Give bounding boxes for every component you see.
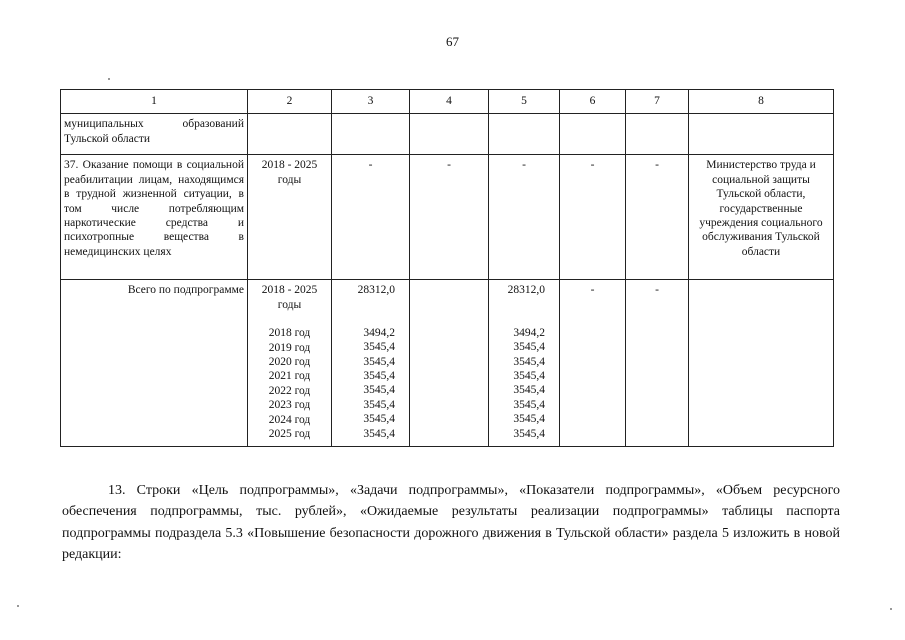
scan-speck bbox=[890, 608, 892, 610]
year-col5-value: 3545,4 bbox=[513, 370, 545, 383]
year-col5-value: 3545,4 bbox=[513, 398, 545, 411]
year-col3-value: 3545,4 bbox=[363, 427, 395, 440]
item-37-row bbox=[61, 155, 834, 280]
column-number: 3 bbox=[332, 90, 410, 114]
year-label: 2018 год bbox=[268, 327, 311, 340]
year-col5-value: 3545,4 bbox=[513, 355, 545, 368]
column-number: 8 bbox=[689, 90, 834, 114]
column-number: 2 bbox=[248, 90, 332, 114]
column-number-row bbox=[61, 90, 834, 114]
year-col5-value: 3545,4 bbox=[513, 427, 545, 440]
spacer bbox=[335, 312, 395, 326]
total-col3-value: 28312,0 bbox=[357, 284, 395, 297]
continuation-text: муниципальных образований Тульской области bbox=[61, 114, 248, 155]
empty-cell bbox=[248, 114, 332, 155]
item-37-period: 2018 - 2025 годы bbox=[248, 155, 332, 280]
continuation-row bbox=[61, 114, 834, 155]
year-col3-value: 3545,4 bbox=[363, 341, 395, 354]
year-col5-value: 3545,4 bbox=[513, 341, 545, 354]
year-label: 2025 год bbox=[268, 428, 311, 441]
item-37-col4: - bbox=[410, 155, 489, 280]
total-period-cell bbox=[248, 280, 332, 447]
total-label: Всего по подпрограмме bbox=[61, 280, 248, 447]
empty-cell bbox=[410, 114, 489, 155]
year-label: 2021 год bbox=[268, 370, 311, 383]
year-col5-value: 3494,2 bbox=[513, 326, 545, 339]
total-row bbox=[61, 280, 834, 447]
column-number: 6 bbox=[560, 90, 626, 114]
column-number: 4 bbox=[410, 90, 489, 114]
column-number: 1 bbox=[61, 90, 248, 114]
year-label: 2022 год bbox=[268, 384, 311, 397]
total-col6: - bbox=[560, 280, 626, 447]
year-col3-value: 3545,4 bbox=[363, 370, 395, 383]
year-col3-value: 3545,4 bbox=[363, 355, 395, 368]
total-col5-cell bbox=[489, 280, 560, 447]
total-period: 2018 - 2025 годы bbox=[261, 284, 318, 311]
item-37-col6: - bbox=[560, 155, 626, 280]
spacer bbox=[251, 312, 328, 326]
item-37-col5: - bbox=[489, 155, 560, 280]
empty-cell bbox=[560, 114, 626, 155]
spacer bbox=[492, 312, 545, 326]
year-col3-value: 3545,4 bbox=[363, 384, 395, 397]
year-label: 2020 год bbox=[268, 356, 311, 369]
year-label: 2023 год bbox=[268, 399, 311, 412]
year-col3-value: 3494,2 bbox=[363, 326, 395, 339]
year-label: 2019 год bbox=[268, 341, 311, 354]
year-label: 2024 год bbox=[268, 413, 311, 426]
spacer bbox=[335, 298, 395, 312]
empty-cell bbox=[410, 280, 489, 447]
empty-cell bbox=[626, 114, 689, 155]
empty-cell bbox=[489, 114, 560, 155]
year-col5-value: 3545,4 bbox=[513, 413, 545, 426]
scan-speck bbox=[108, 78, 110, 80]
total-col3-cell bbox=[332, 280, 410, 447]
year-col3-value: 3545,4 bbox=[363, 398, 395, 411]
item-37-executor: Министерство труда и социальной защиты Тульской области, государственные учреждения социального обслуживания Тульской области bbox=[689, 155, 834, 280]
subprogram-table bbox=[60, 89, 834, 447]
column-number: 7 bbox=[626, 90, 689, 114]
empty-cell bbox=[332, 114, 410, 155]
total-col7: - bbox=[626, 280, 689, 447]
item-37-col3: - bbox=[332, 155, 410, 280]
year-col5-value: 3545,4 bbox=[513, 384, 545, 397]
item-37-col7: - bbox=[626, 155, 689, 280]
total-col5-value: 28312,0 bbox=[507, 284, 545, 297]
item-37-description: 37. Оказание помощи в социальной реабилитации лицам, находящимся в трудной жизненной ситуации, в том числе потребляющим наркотические средства и психотропные вещества в немедицинских целях bbox=[61, 155, 248, 280]
empty-cell bbox=[689, 114, 834, 155]
scan-speck bbox=[17, 605, 19, 607]
column-number: 5 bbox=[489, 90, 560, 114]
year-col3-value: 3545,4 bbox=[363, 413, 395, 426]
page-number: 67 bbox=[446, 34, 459, 49]
amendment-paragraph: 13. Строки «Цель подпрограммы», «Задачи подпрограммы», «Показатели подпрограммы», «Объем ресурсного обеспечения подпрограммы, тыс. рублей», «Ожидаемые результаты реализации подпрограммы» таблицы паспорта подпрограммы подраздела 5.3 «Повышение безопасности дорожного движения в Тульской области» раздела 5 изложить в новой редакции: bbox=[62, 483, 840, 563]
spacer bbox=[492, 298, 545, 312]
empty-cell bbox=[689, 280, 834, 447]
